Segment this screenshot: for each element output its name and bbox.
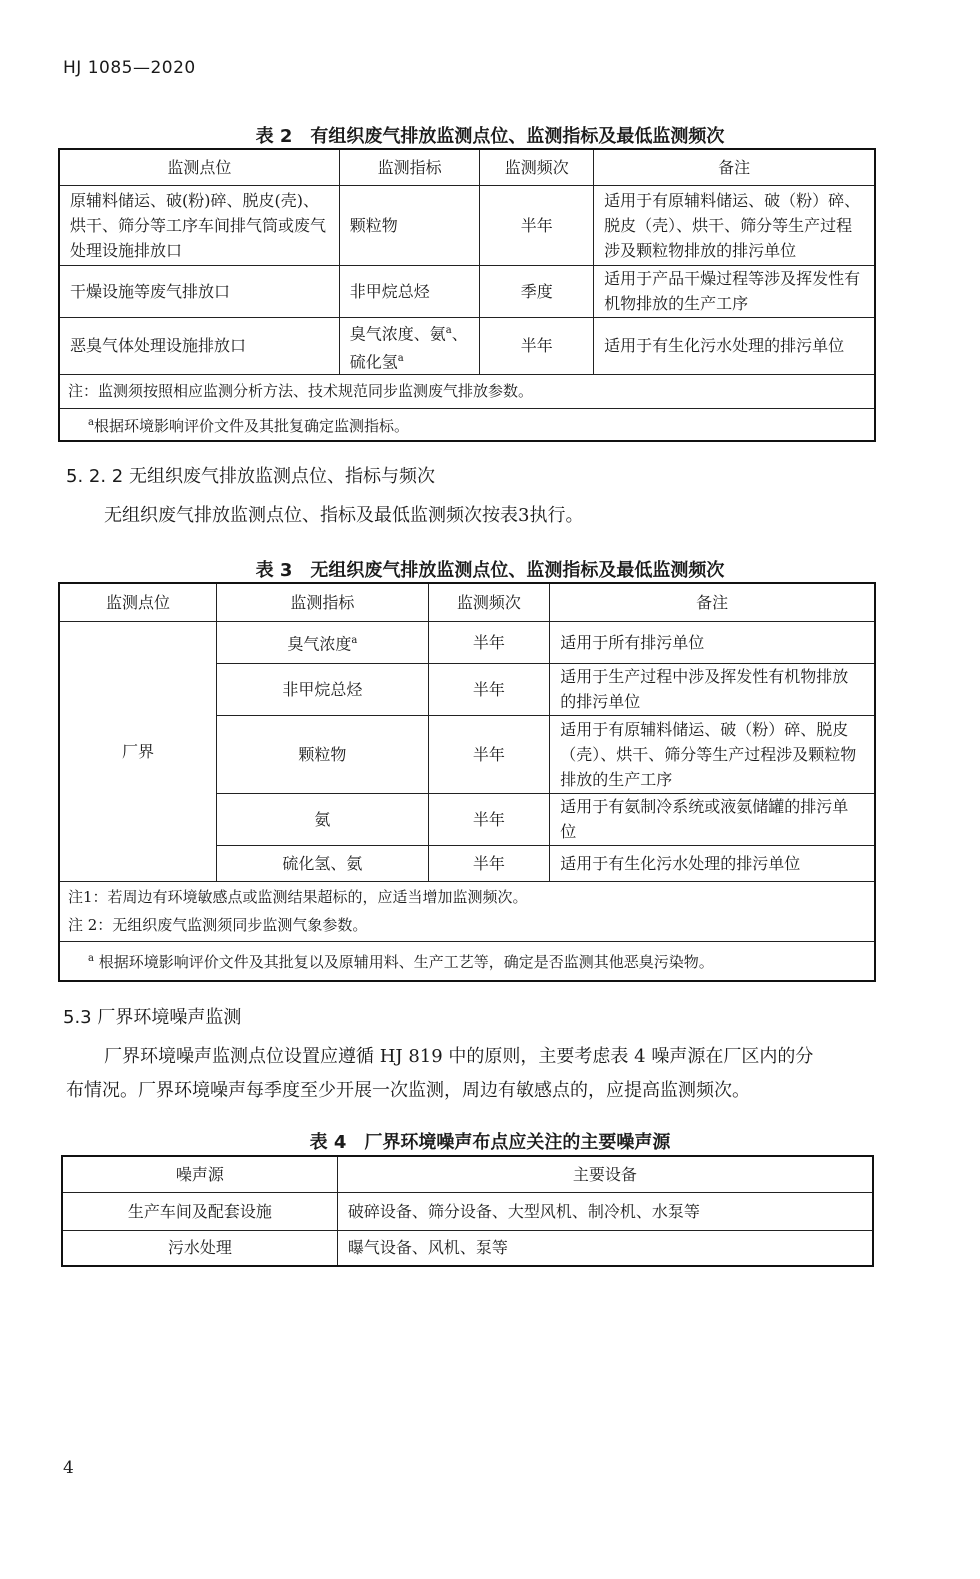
table-row xyxy=(62,1230,873,1266)
section-522-paragraph: 无组织废气排放监测点位、指标及最低监测频次按表3执行。 xyxy=(104,505,584,526)
table2-cell-note: 适用于产品干燥过程等涉及挥发性有机物排放的生产工序 xyxy=(594,265,875,317)
table3-header-index: 监测指标 xyxy=(217,583,428,621)
table4-cell-equipment: 破碎设备、筛分设备、大型风机、制冷机、水泵等 xyxy=(337,1192,873,1230)
table3-cell-note: 适用于有原辅料储运、破（粉）碎、脱皮（壳）、烘干、筛分等生产过程涉及颗粒物排放的生产工序 xyxy=(550,715,875,793)
table2-cell-note: 适用于有原辅料储运、破（粉）碎、脱皮（壳）、烘干、筛分等生产过程涉及颗粒物排放的排污单位 xyxy=(594,185,875,265)
table-row xyxy=(59,621,875,663)
table3-cell-freq: 半年 xyxy=(428,663,550,715)
table4 xyxy=(61,1155,874,1267)
footnote-marker: a xyxy=(397,352,404,364)
table3-note-1: 注1：若周边有环境敏感点或监测结果超标的，应适当增加监测频次。 xyxy=(68,888,528,906)
table2-index-part2: 硫化氢 xyxy=(349,352,398,372)
document-header: HJ 1085—2020 xyxy=(63,58,196,78)
table-row xyxy=(59,317,875,375)
table2-cell-index: 颗粒物 xyxy=(339,185,480,265)
section-53-paragraph-line2: 布情况。厂界环境噪声每季度至少开展一次监测，周边有敏感点的，应提高监测频次。 xyxy=(66,1080,750,1101)
table3-index-text: 臭气浓度 xyxy=(287,634,352,654)
table2-header-note: 备注 xyxy=(594,149,875,185)
table4-cell-source: 生产车间及配套设施 xyxy=(62,1192,337,1230)
table3-cell-note: 适用于有生化污水处理的排污单位 xyxy=(550,845,875,881)
table3-cell-index: 氨 xyxy=(217,793,428,845)
section-522-heading: 5. 2. 2 无组织废气排放监测点位、指标与频次 xyxy=(66,466,435,487)
footnote-marker: a xyxy=(445,324,452,336)
table2-cell-point: 恶臭气体处理设施排放口 xyxy=(59,317,339,375)
table2-cell-freq: 季度 xyxy=(480,265,594,317)
table2-cell-index: 非甲烷总烃 xyxy=(339,265,480,317)
table2-cell-point: 原辅料储运、破(粉)碎、脱皮(壳)、烘干、筛分等工序车间排气筒或废气处理设施排放口 xyxy=(59,185,339,265)
table2-cell-freq: 半年 xyxy=(480,185,594,265)
table3-footnote-text: 根据环境影响评价文件及其批复以及原辅用料、生产工艺等，确定是否监测其他恶臭污染物。 xyxy=(98,953,714,972)
table4-header-equipment: 主要设备 xyxy=(337,1156,873,1192)
table3-notes xyxy=(59,881,875,941)
table2-index-separator: 、 xyxy=(451,323,468,343)
section-53-paragraph-line1: 厂界环境噪声监测点位设置应遵循 HJ 819 中的原则，主要考虑表 4 噪声源在厂区内的分 xyxy=(104,1046,814,1067)
table3-cell-index xyxy=(217,621,428,663)
table3-cell-freq: 半年 xyxy=(428,621,550,663)
table2-index-part1: 臭气浓度、氨 xyxy=(349,323,446,343)
table-row xyxy=(62,1192,873,1230)
table2-cell-index xyxy=(339,317,480,375)
table3-cell-note: 适用于有氨制冷系统或液氨储罐的排污单位 xyxy=(550,793,875,845)
table-row xyxy=(59,265,875,317)
table2 xyxy=(58,148,876,442)
table3-header-point: 监测点位 xyxy=(59,583,217,621)
table-row xyxy=(59,185,875,265)
footnote-marker: a xyxy=(88,416,94,428)
table2-note: 注：监测须按照相应监测分析方法、技术规范同步监测废气排放参数。 xyxy=(59,375,875,409)
table3-caption: 表 3 无组织废气排放监测点位、监测指标及最低监测频次 xyxy=(255,560,725,581)
section-53-heading: 5.3 厂界环境噪声监测 xyxy=(63,1007,242,1028)
table3-cell-index: 硫化氢、氨 xyxy=(217,845,428,881)
table4-cell-equipment: 曝气设备、风机、泵等 xyxy=(337,1230,873,1266)
table3-footnote xyxy=(59,941,875,981)
table2-header-point: 监测点位 xyxy=(59,149,339,185)
table3-cell-index: 颗粒物 xyxy=(217,715,428,793)
table2-cell-note: 适用于有生化污水处理的排污单位 xyxy=(594,317,875,375)
table3-note-2: 注 2：无组织废气监测须同步监测气象参数。 xyxy=(68,916,368,934)
table3-cell-note: 适用于所有排污单位 xyxy=(550,621,875,663)
table2-cell-freq: 半年 xyxy=(480,317,594,375)
footnote-marker: a xyxy=(351,634,358,646)
table3-cell-note: 适用于生产过程中涉及挥发性有机物排放的排污单位 xyxy=(550,663,875,715)
table3-cell-point: 厂界 xyxy=(59,621,217,881)
table4-header-source: 噪声源 xyxy=(62,1156,337,1192)
table3-cell-freq: 半年 xyxy=(428,715,550,793)
table2-header-freq: 监测频次 xyxy=(480,149,594,185)
page-number: 4 xyxy=(63,1458,74,1478)
table4-cell-source: 污水处理 xyxy=(62,1230,337,1266)
table3-cell-freq: 半年 xyxy=(428,793,550,845)
footnote-marker: a xyxy=(88,953,94,965)
table2-cell-point: 干燥设施等废气排放口 xyxy=(59,265,339,317)
table2-header-index: 监测指标 xyxy=(339,149,480,185)
table3 xyxy=(58,582,876,982)
table3-header-note: 备注 xyxy=(550,583,875,621)
table3-cell-freq: 半年 xyxy=(428,845,550,881)
table3-cell-index: 非甲烷总烃 xyxy=(217,663,428,715)
table2-footnote-text: 根据环境影响评价文件及其批复确定监测指标。 xyxy=(93,416,409,435)
table2-caption: 表 2 有组织废气排放监测点位、监测指标及最低监测频次 xyxy=(255,126,725,147)
table2-footnote xyxy=(59,409,875,441)
table3-header-freq: 监测频次 xyxy=(428,583,550,621)
table4-caption: 表 4 厂界环境噪声布点应关注的主要噪声源 xyxy=(309,1132,671,1153)
